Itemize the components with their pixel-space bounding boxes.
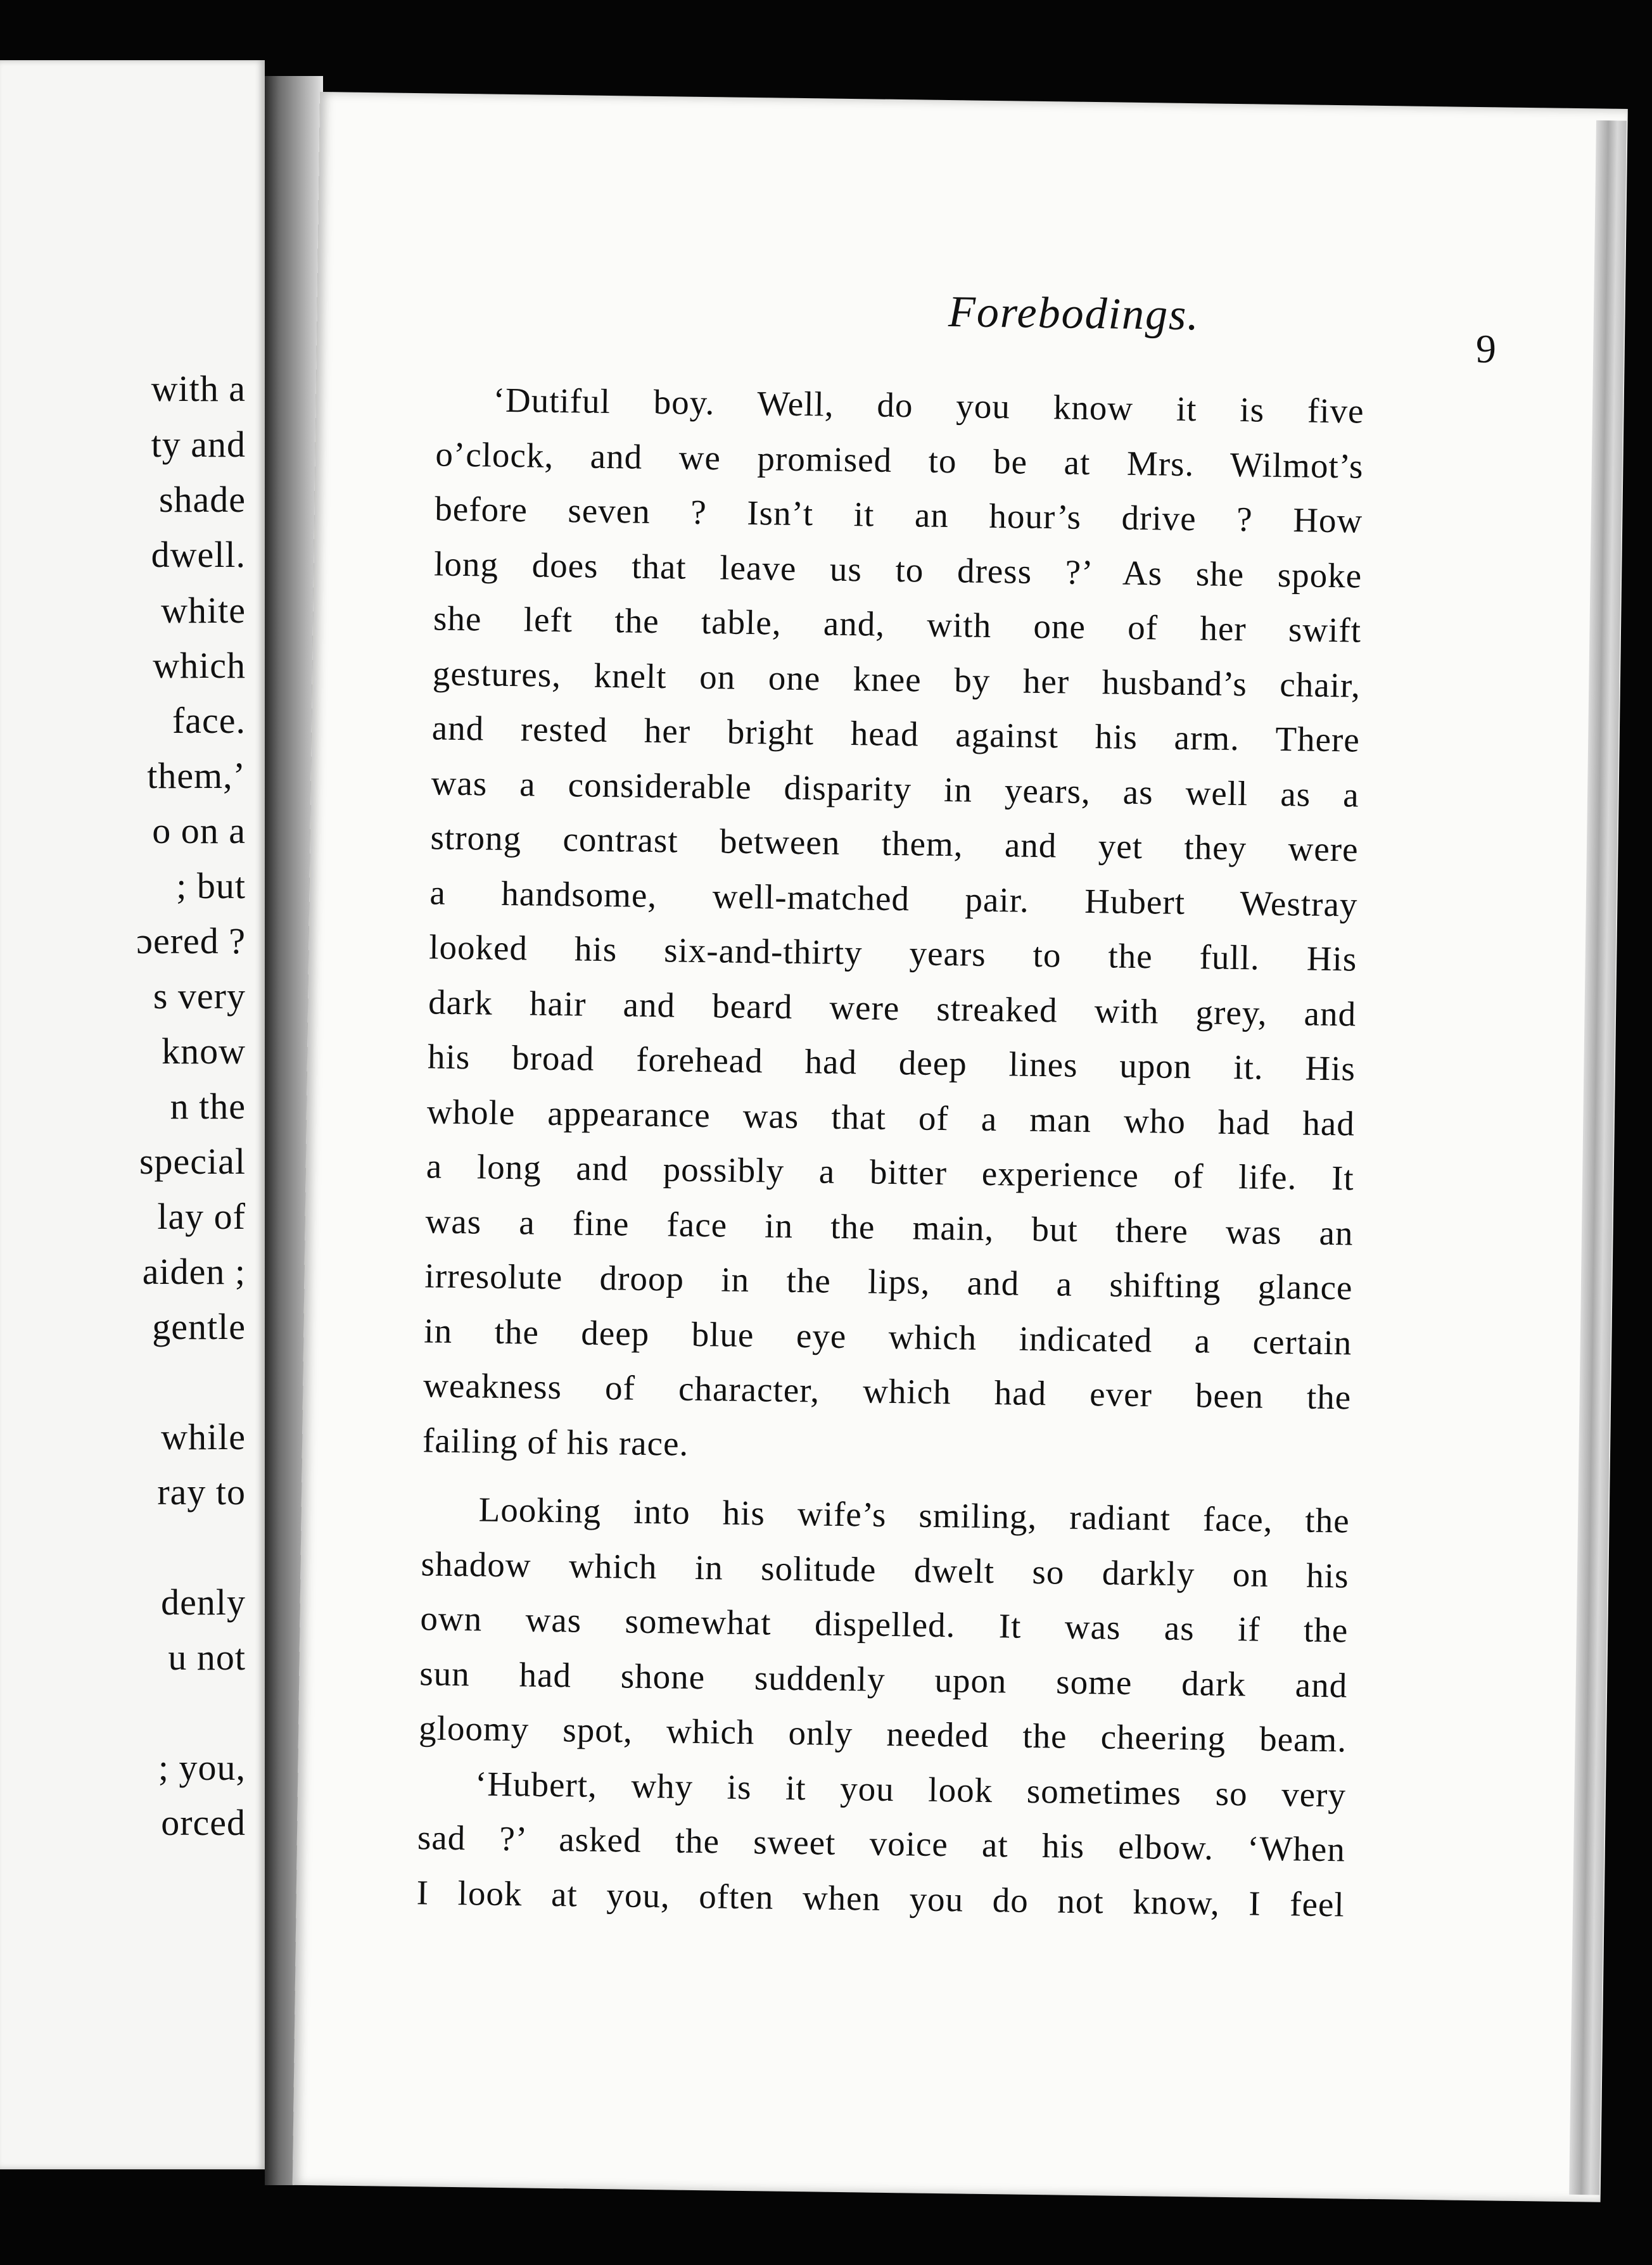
left-fragment: s very — [153, 975, 246, 1017]
text-line: she left the table, and, with one of her swift — [433, 599, 1362, 650]
text-line: Looking into his wife’s smiling, radiant face, the — [478, 1490, 1350, 1540]
page-number: 9 — [1475, 326, 1497, 372]
left-fragment: ty and — [151, 424, 246, 465]
left-fragment: lay of — [157, 1196, 246, 1237]
book-page-right — [293, 92, 1628, 2202]
left-fragment: while — [161, 1416, 246, 1457]
text-line: ‘Dutiful boy. Well, do you know it is five — [493, 380, 1364, 431]
body-text — [416, 372, 1364, 1932]
text-line: ‘Hubert, why is it you look sometimes so very — [474, 1763, 1347, 1814]
text-line: dark hair and beard were streaked with grey, and — [428, 982, 1357, 1034]
left-fragment: gentle — [152, 1306, 246, 1347]
text-line: strong contrast between them, and yet they were — [430, 818, 1359, 869]
left-fragment: special — [139, 1141, 246, 1182]
left-fragment: o on a — [152, 810, 246, 851]
running-head: Forebodings. — [948, 288, 1200, 340]
text-line: weakness of character, which had ever been the — [423, 1366, 1352, 1417]
left-fragment: u not — [168, 1637, 246, 1678]
text-line: sad ?’ asked the sweet voice at his elbow. ‘When — [417, 1818, 1346, 1869]
text-line: failing of his race. — [422, 1420, 689, 1463]
text-line: gestures, knelt on one knee by her husband’s chair, — [432, 653, 1361, 705]
facing-page-left — [0, 60, 265, 2169]
left-fragment: with a — [151, 368, 246, 409]
text-line: whole appearance was that of a man who had had — [426, 1091, 1356, 1143]
text-line: in the deep blue eye which indicated a certain — [424, 1310, 1352, 1362]
left-fragment: white — [161, 590, 246, 631]
text-line: was a fine face in the main, but there was an — [425, 1201, 1354, 1253]
text-line: a handsome, well-matched pair. Hubert Westray — [429, 872, 1358, 924]
text-line: his broad forehead had deep lines upon it. His — [427, 1037, 1356, 1088]
text-line: own was somewhat dispelled. It was as if the — [420, 1599, 1349, 1650]
left-fragment: n the — [170, 1086, 246, 1127]
text-line: and rested her bright head against his arm. There — [431, 708, 1361, 759]
text-line: before seven ? Isn’t it an hour’s drive ? How — [435, 489, 1363, 540]
text-line: shadow which in solitude dwelt so darkly on his — [421, 1544, 1349, 1595]
text-line: looked his six-and-thirty years to the full. His — [428, 927, 1357, 979]
left-fragment: denly — [161, 1582, 246, 1623]
text-line: a long and possibly a bitter experience of life. It — [426, 1146, 1355, 1198]
text-line: long does that leave us to dress ?’ As she spoke — [433, 543, 1363, 595]
left-fragment: dwell. — [151, 534, 246, 575]
left-fragment: ; but — [176, 865, 246, 906]
text-line: gloomy spot, which only needed the cheering beam. — [418, 1708, 1347, 1760]
left-fragment: face. — [172, 700, 246, 741]
text-line: I look at you, often when you do not know, I feel — [416, 1872, 1345, 1924]
text-line: o’clock, and we promised to be at Mrs. Wilmot’s — [435, 434, 1364, 486]
left-fragment: which — [153, 645, 246, 686]
left-fragment: ɔered ? — [136, 920, 246, 961]
left-fragment: them,’ — [147, 755, 246, 796]
left-fragment: ray to — [157, 1471, 246, 1513]
left-fragment: orced — [161, 1802, 246, 1843]
left-fragment: aiden ; — [142, 1251, 246, 1292]
text-line: irresolute droop in the lips, and a shifting glance — [424, 1256, 1353, 1307]
text-line: was a considerable disparity in years, as well as a — [431, 763, 1360, 815]
text-line: sun had shone suddenly upon some dark and — [419, 1653, 1348, 1704]
left-fragment: ; you, — [158, 1747, 246, 1788]
left-fragment: shade — [158, 479, 246, 520]
left-fragment: know — [162, 1031, 246, 1072]
